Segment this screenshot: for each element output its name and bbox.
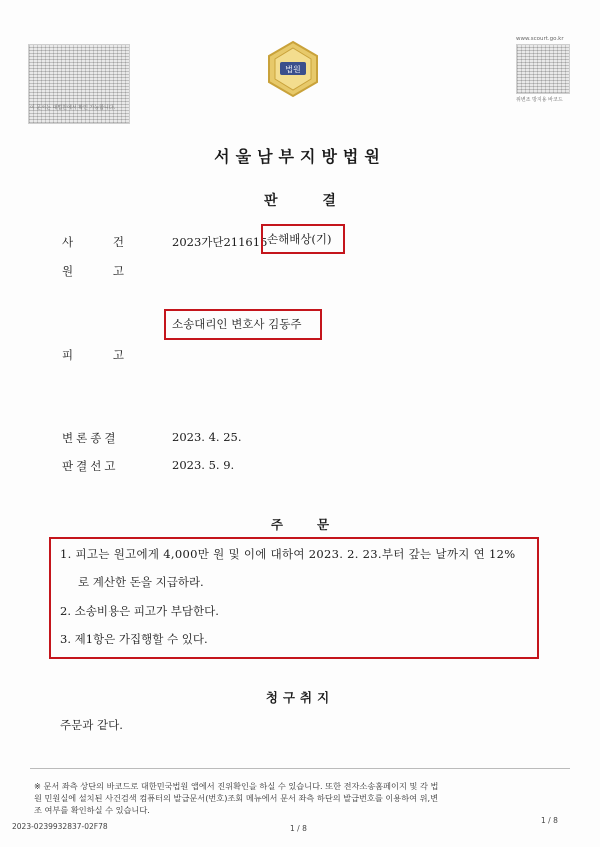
claim-text: 주문과 같다. — [60, 718, 123, 732]
verification-notice — [34, 780, 564, 816]
case-label — [62, 234, 124, 250]
case-label-2: 건 — [112, 235, 124, 249]
case-label-1: 사 — [62, 235, 74, 249]
plaintiff-label-1: 원 — [62, 264, 74, 278]
order-heading-1: 주 — [270, 517, 283, 532]
court-emblem-icon — [263, 40, 323, 98]
emblem-label: 법원 — [285, 65, 301, 74]
case-type: 손해배상(기) — [267, 232, 332, 246]
judgment-date: 2023. 5. 9. — [172, 458, 235, 472]
notice-line-2: 원 민원실에 설치된 사건검색 컴퓨터의 발급문서(번호)조회 메뉴에서 문서 좌측 하단의 발급번호를 이용하여 위,변 — [34, 793, 439, 803]
barcode-caption: 이 문서는 대법원에서 확인 가능합니다. — [30, 105, 116, 111]
issue-number: 2023-0239932837-02F78 — [12, 822, 108, 831]
document-title — [0, 190, 600, 210]
judgment-label: 판결선고 — [62, 459, 119, 473]
order-heading-2: 문 — [317, 517, 330, 532]
page-number-center: 1 / 8 — [290, 824, 307, 833]
defendant-label-2: 고 — [112, 348, 124, 362]
defendant-label — [62, 347, 124, 363]
order-item-2: 2. 소송비용은 피고가 부담한다. — [60, 604, 219, 618]
order-item-1-cont: 로 계산한 돈을 지급하라. — [78, 575, 204, 589]
plaintiff-representative: 소송대리인 변호사 김동주 — [172, 317, 302, 331]
page-number-right: 1 / 8 — [541, 816, 558, 825]
claim-heading: 청구취지 — [265, 690, 335, 705]
plaintiff-label-2: 고 — [112, 264, 124, 278]
closing-date: 2023. 4. 25. — [172, 430, 242, 444]
defendant-label-1: 피 — [62, 348, 74, 362]
court-url: www.scourt.go.kr — [516, 36, 564, 42]
notice-line-1: ※ 문서 좌측 상단의 바코드로 대한민국법원 앱에서 진위확인을 하실 수 있습니다. 또한 전자소송홈페이지 및 각 법 — [34, 781, 439, 791]
notice-line-3: 조 여부를 확인하실 수 있습니다. — [34, 805, 150, 815]
court-name: 서울남부지방법원 — [214, 147, 386, 166]
case-number: 2023가단211615 — [172, 235, 268, 249]
plaintiff-label — [62, 263, 124, 279]
anti-forgery-caption: 위변조 방지용 바코드 — [516, 97, 563, 103]
verification-barcode — [28, 44, 130, 124]
order-item-3: 3. 제1항은 가집행할 수 있다. — [60, 632, 208, 646]
anti-forgery-barcode — [516, 44, 570, 94]
order-item-1: 1. 피고는 원고에게 4,000만 원 및 이에 대하여 2023. 2. 23.부터 갚는 날까지 연 12% — [60, 547, 516, 561]
closing-label: 변론종결 — [62, 431, 119, 445]
document-title-text: 판 결 — [264, 193, 336, 209]
order-heading — [0, 515, 600, 533]
footer-divider — [30, 768, 570, 769]
